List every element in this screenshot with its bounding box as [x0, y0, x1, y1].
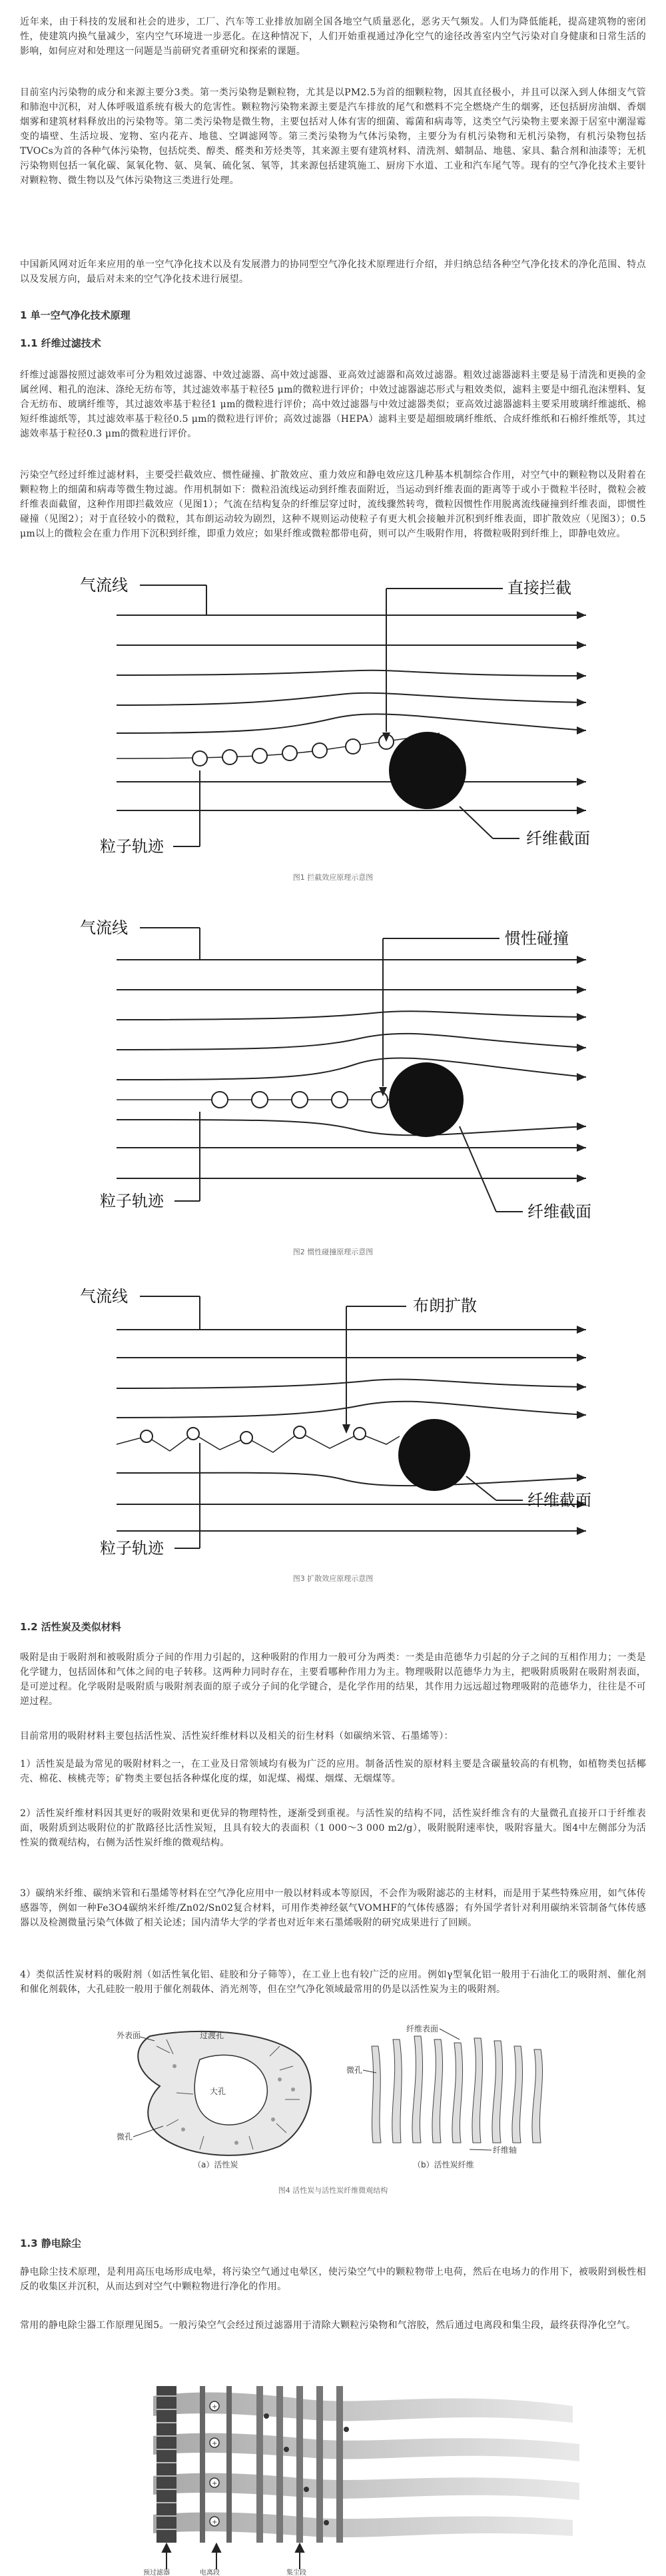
section-heading-1-1: 1.1 纤维过滤技术 — [20, 337, 101, 349]
fiber-filter-paragraph-1: 纤维过滤器按照过滤效率可分为粗效过滤器、中效过滤器、高中效过滤器、亚高效过滤器和高效过滤器。粗效过滤器滤料主要是易于清洗和更换的金属丝网、粗孔的泡沫、涤纶无纺布等，其过滤效率基于粒径5 μm的微粒进行评价；中效过滤器滤芯形式与粗效类似，滤料主要是中细孔泡沫塑料、复合无纺布、玻璃纤维等，其过滤效率基于粒径1 μm的微粒进行评价；高中效过滤器与中效过滤器类似；亚高效过滤器滤料主要采用玻璃纤维滤纸、棉短纤维滤纸等，其过滤效率基于粒径0.5 μm的微粒进行评价；高效过滤器（HEPA）滤料主要是超细玻璃纤维纸、合成纤维纸和石棉纤维纸等，其过滤效率基于粒径0.3 μm的微粒进行评价。 — [20, 370, 646, 439]
fig4-subcaption-b: （b）活性炭纤维 — [413, 2160, 474, 2169]
fig2-fiber-label: 纤维截面 — [527, 1202, 591, 1221]
intro-paragraph-3: 中国新风网对近年来应用的单一空气净化技术以及有发展潜力的协同型空气净化技术原理进行介绍，并归纳总结各种空气净化技术的净化范围、特点以及发展方向，最后对未来的空气净化技术进行展望。 — [20, 259, 646, 285]
svg-text:+: + — [212, 2440, 218, 2447]
adsorption-paragraph-6: 4）类似活性炭材料的吸附剂（如活性氧化铝、硅胶和分子筛等），在工业上也有较广泛的应用。例如γ型氧化铝一般用于石油化工的吸附剂、催化剂和催化剂载体，大孔硅胶一般用于催化剂载体、消光剂等，但在空气净化领域最常用的仍是以活性炭为主的吸附剂。 — [20, 1969, 646, 1995]
fig4-label-micro: 微孔 — [117, 2132, 133, 2141]
figure-3-caption: 图3 扩散效应原理示意图 — [292, 1574, 374, 1583]
intro-paragraph-2: 目前室内污染物的成分和来源主要分3类。第一类污染物是颗粒物，尤其是以PM2.5为首的细颗粒物，因其直径极小，并且可以深入到人体细支气管和肺泡中沉积，对人体呼吸道系统有极大的危害性。颗粒物污染物来源主要是汽车排放的尾气和燃料不完全燃烧产生的烟雾，还包括厨房油烟、香烟烟雾和建筑材料释放出的污染物等。第二类污染物是微生物，主要包括对人体有害的细菌、霉菌和病毒等，这类空气污染物主要来源于居室中潮湿霉变的墙壁、生活垃圾、宠物、室内花卉、地毯、空调滤网等。第三类污染物为气体污染物，主要分为有机污染物和无机污染物，有机污染物包括TVOCs为首的各种气体污染物，包括烷类、醇类、醛类和芳烃类等，其来源主要有建筑材料、清洗剂、蜡制品、地毯、家具、黏合剂和油漆等；无机污染物则包括一氧化碳、氮氧化物、氨、臭氧、硫化氢、氡等，其来源包括建筑施工、厨房下水道、工业和汽车尾气等。现有的空气净化技术主要针对颗粒物、微生物以及气体污染物这三类进行处理。 — [20, 87, 646, 186]
fig4-label-surface: 外表面 — [117, 2031, 141, 2040]
adsorption-paragraph-1: 吸附是由于吸附剂和被吸附质分子间的作用力引起的，这种吸附的作用力一般可分为两类：一类是由范德华力引起的分子之间的互相作用力；一类是化学键力，包括固体和气体之间的电子转移。这两种力同时存在，主要看哪种作用力为主。物理吸附以范德华力为主，把吸附质吸附在吸附剂表面，是可逆过程。化学吸附是吸附质与吸附剂表面的原子或分子间的化学键合，是化学作用的结果，其作用力远远超过物理吸附的范德华力，往往是不可逆过程。 — [20, 1652, 646, 1707]
fig1-mechanism-label: 直接拦截 — [507, 579, 571, 597]
fig3-mechanism-label: 布朗扩散 — [413, 1296, 477, 1315]
fig3-trajectory-label: 粒子轨迹 — [100, 1539, 164, 1558]
section-heading-1-3: 1.3 静电除尘 — [20, 2237, 81, 2249]
fig2-trajectory-label: 粒子轨迹 — [100, 1192, 164, 1210]
fig1-trajectory-label: 粒子轨迹 — [100, 837, 164, 856]
svg-text:+: + — [212, 2519, 218, 2526]
fig4-label-macro: 大孔 — [210, 2087, 226, 2096]
figure-4-microstructure-diagram — [0, 2019, 666, 2173]
figure-1-interception-diagram — [0, 559, 666, 868]
figure-3-diffusion-diagram — [0, 1270, 666, 1566]
fig5-label-prefilter: 预过滤器 — [143, 2569, 170, 2576]
ionization-section — [200, 2386, 232, 2543]
adsorption-paragraph-5: 3）碳纳米纤维、碳纳米管和石墨烯等材料在空气净化应用中一般以材料或本等原因，不会作为吸附滤芯的主材料，而是用于某些特殊应用，如气体传感器等，例如一种Fe3O4碳纳米纤维/Zn02/Sn02复合材料，可用作类神经氨气VOMHF的气体传感器；有外国学者针对利用碳纳米管制备气体传感器以及检测微量污染气体做了相关论述；国内清华大学的学者也对近年来石墨烯吸附的研究成果进行了回顾。 — [20, 1888, 646, 1928]
electrostatic-paragraph-1: 静电除尘技术原理，是利用高压电场形成电晕，将污染空气通过电晕区，使污染空气中的颗粒物带上电荷，然后在电场力的作用下，被吸附到极性相反的收集区并沉积，从而达到对空气中颗粒物进行净化的作用。 — [20, 2267, 646, 2292]
svg-text:+: + — [212, 2403, 218, 2411]
fig2-mechanism-label: 惯性碰撞 — [505, 929, 569, 948]
figure-4-caption: 图4 活性炭与活性炭纤维微观结构 — [278, 2186, 388, 2195]
svg-text:+: + — [212, 2480, 218, 2487]
fig4-label-fiber-axis: 纤维轴 — [493, 2145, 517, 2155]
figure-2-caption: 图2 惯性碰撞原理示意图 — [292, 1248, 374, 1256]
fig5-label-ionize: 电离段 — [200, 2569, 220, 2576]
adsorption-paragraph-2: 目前常用的吸附材料主要包括活性炭、活性炭纤维材料以及相关的衍生材料（如碳纳米管、石墨烯等）： — [20, 1731, 454, 1742]
electrostatic-paragraph-2: 常用的静电除尘器工作原理见图5。一般污染空气会经过预过滤器用于清除大颗粒污染物和气溶胶，然后通过电离段和集尘段，最终获得净化空气。 — [20, 2320, 636, 2331]
figure-1-caption: 图1 拦截效应原理示意图 — [292, 873, 374, 882]
fig4-label-fiber-micro: 微孔 — [346, 2065, 363, 2075]
airflow-stream — [153, 2393, 579, 2537]
fig4-label-fiber-surface: 纤维表面 — [406, 2024, 439, 2033]
fig1-airflow-label: 气流线 — [80, 576, 128, 595]
fig2-airflow-label: 气流线 — [80, 918, 128, 937]
fiber-filter-paragraph-2: 污染空气经过纤维过滤材料，主要受拦截效应、惯性碰撞、扩散效应、重力效应和静电效应这几种基本机制综合作用，对空气中的颗粒物以及附着在颗粒物上的细菌和病毒等微生物过滤。作用机制如下：微粒沿流线运动到纤维表面附近，当运动到纤维表面的距离等于或小于微粒半径时，微粒会被纤维表面截留，这种作用即拦截效应（见图1）；气流在结构复杂的纤维层穿过时，流线骤然转弯，微粒因惯性作用脱离流线碰撞到纤维表面，即惯性碰撞（见图2）；对于直径较小的微粒，其布朗运动较为剧烈，这种不规则运动使粒子有更大机会接触并沉积到纤维表面，即扩散效应（见图3）；0.5 μm以上的微粒会在重力作用下沉积到纤维，即重力效应；如果纤维或微粒都带电荷，则可以产生吸附作用，将微粒吸附到纤维上，即静电效应。 — [20, 470, 646, 539]
adsorption-paragraph-3: 1）活性炭是最为常见的吸附材料之一，在工业及日常领域均有极为广泛的应用。制备活性炭的原材料主要是含碳量较高的有机物，如植物类包括椰壳、棉花、核桃壳等；矿物类主要包括各种煤化度的煤，如泥煤、褐煤、烟煤、无烟煤等。 — [20, 1759, 646, 1784]
fiber-cross-section-shape — [389, 732, 466, 809]
prefilter-mesh — [157, 2386, 176, 2543]
fig1-fiber-label: 纤维截面 — [526, 829, 590, 848]
adsorption-paragraph-4: 2）活性炭纤维材料因其更好的吸附效果和更优异的物理特性，逐渐受到重视。与活性炭的结构不同，活性炭纤维含有的大量微孔直接开口于纤维表面，吸附质到达吸附位的扩散路径比活性炭短，且具有较大的表面积（1 000～3 000 m2/g），吸附脱附速率快，吸附容量大。图4中左侧部分为活性炭的微观结构，右侧为活性炭纤维的微观结构。 — [20, 1808, 646, 1848]
section-heading-1: 1 单一空气净化技术原理 — [20, 309, 131, 321]
activated-carbon-fiber-structure — [372, 2036, 543, 2143]
fig4-label-transition: 过渡孔 — [200, 2031, 224, 2040]
intro-paragraph-1: 近年来，由于科技的发展和社会的进步，工厂、汽车等工业排放加剧全国各地空气质量恶化，恶劣天气频发。人们为降低能耗，提高建筑物的密闭性，使建筑内换气量减少，室内空气环境进一步恶化。在这种情况下，人们开始重视通过净化空气的途径改善室内空气污染对自身健康和日常生活的影响，如何应对和处理这一问题是当前研究者重研究和探索的课题。 — [20, 17, 646, 57]
fig5-label-collect: 集尘段 — [286, 2569, 306, 2576]
section-heading-1-2: 1.2 活性炭及类似材料 — [20, 1621, 121, 1633]
figure-5-electrostatic-precipitator — [0, 2369, 666, 2576]
figure-2-inertial-impaction-diagram — [0, 900, 666, 1243]
fig3-fiber-label: 纤维截面 — [527, 1491, 591, 1510]
fig4-subcaption-a: （a）活性炭 — [193, 2160, 238, 2169]
fig3-airflow-label: 气流线 — [80, 1287, 128, 1306]
